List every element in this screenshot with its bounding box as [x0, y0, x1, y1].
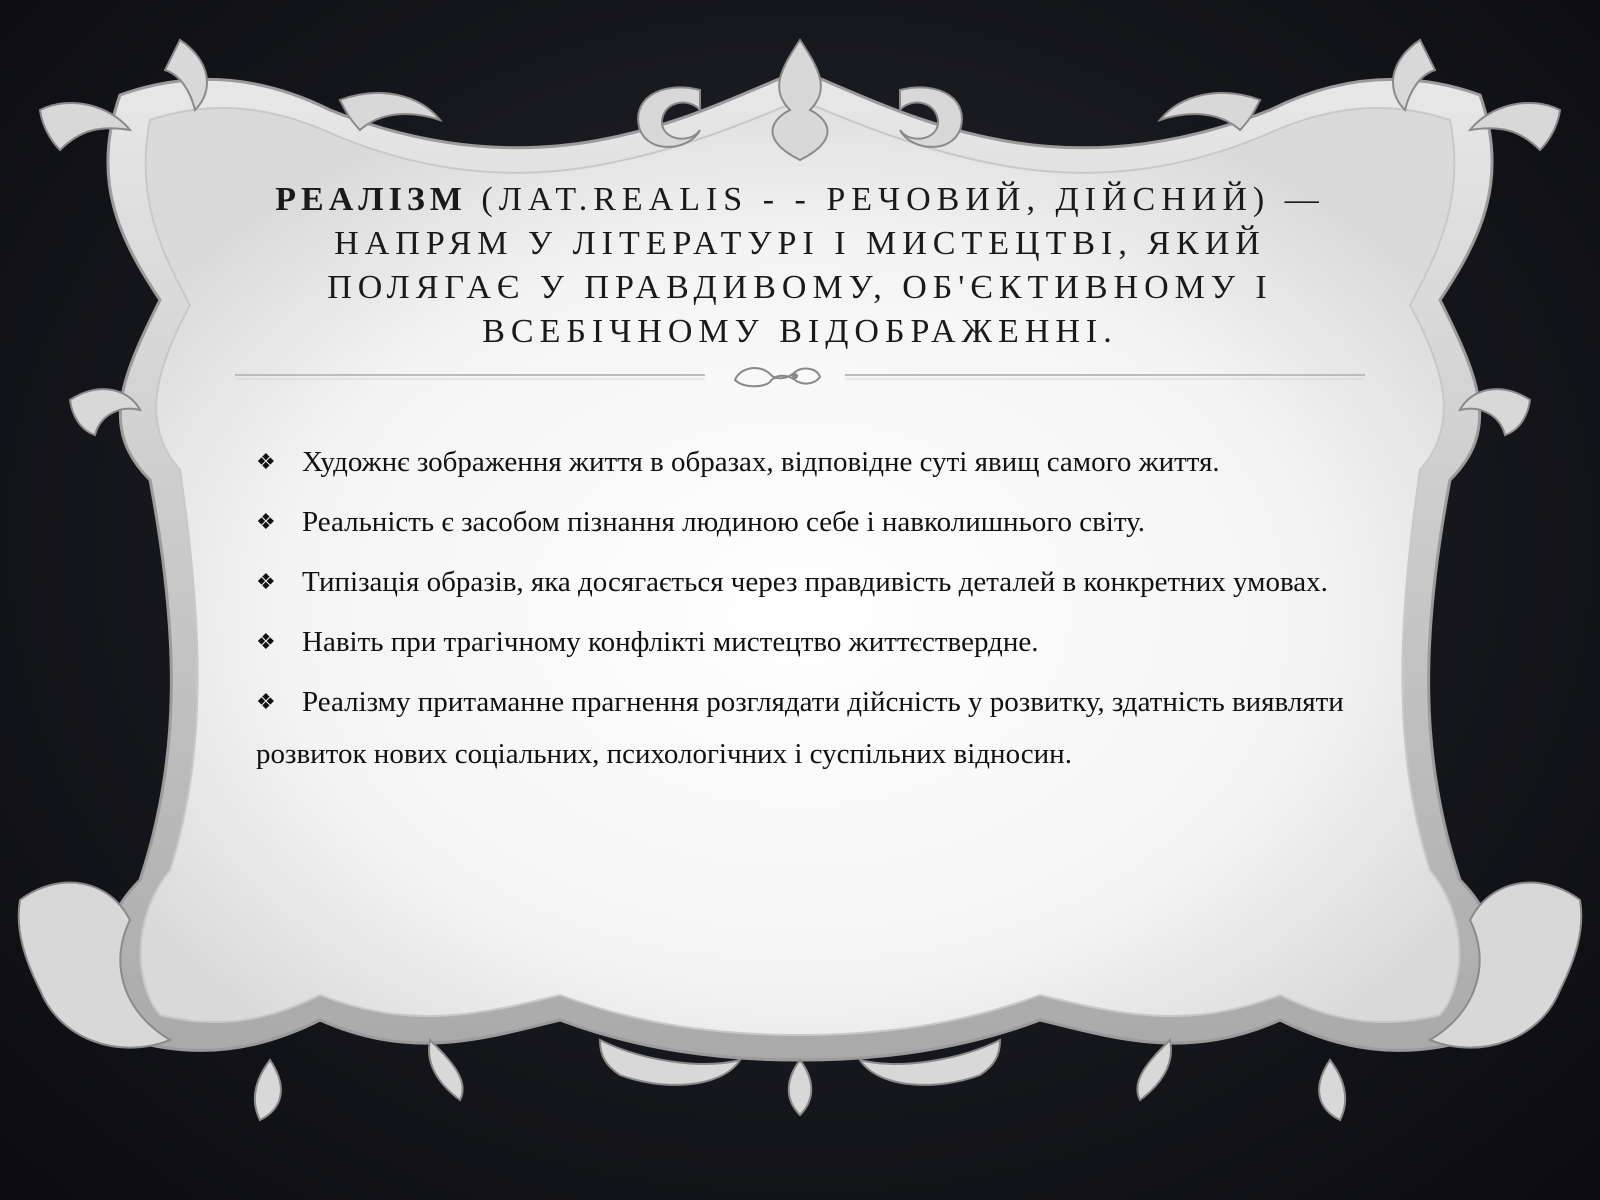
diamond-bullet-icon: ❖: [256, 449, 276, 474]
bullet-text: Реалізму притаманне прагнення розглядати дійсність у розвитку, здатність виявляти розвиток нових соціальних, психологічних і суспільних відносин.: [256, 686, 1344, 770]
title-strong: РЕАЛІЗМ: [275, 181, 467, 218]
bullet-text: Художнє зображення життя в образах, відповідне суті явищ самого життя.: [302, 446, 1220, 478]
list-item: [256, 436, 1356, 488]
title-rest: (ЛАТ.REALIS - - РЕЧОВИЙ, ДІЙСНИЙ) — НАПРЯМ У ЛІТЕРАТУРІ І МИСТЕЦТВІ, ЯКИЙ ПОЛЯГАЄ У ПРАВДИВОМУ, ОБ'ЄКТИВНОМУ І ВСЕБІЧНОМУ ВІДОБРАЖЕННІ.: [327, 181, 1325, 350]
bullet-text: Навіть при трагічному конфлікті мистецтво життєствердне.: [302, 626, 1039, 658]
diamond-bullet-icon: ❖: [256, 629, 276, 654]
bullet-text: Реальність є засобом пізнання людиною себе і навколишнього світу.: [302, 506, 1145, 538]
list-item: [256, 556, 1356, 608]
slide-title: [230, 178, 1370, 354]
diamond-bullet-icon: ❖: [256, 569, 276, 594]
scroll-flourish-icon: [235, 362, 1365, 392]
list-item: [256, 616, 1356, 668]
diamond-bullet-icon: ❖: [256, 509, 276, 534]
list-item: [256, 496, 1356, 548]
diamond-bullet-icon: ❖: [256, 689, 276, 714]
bullet-list: [256, 436, 1356, 788]
bullet-text: Типізація образів, яка досягається через правдивість деталей в конкретних умовах.: [302, 566, 1328, 598]
list-item: [256, 676, 1356, 780]
